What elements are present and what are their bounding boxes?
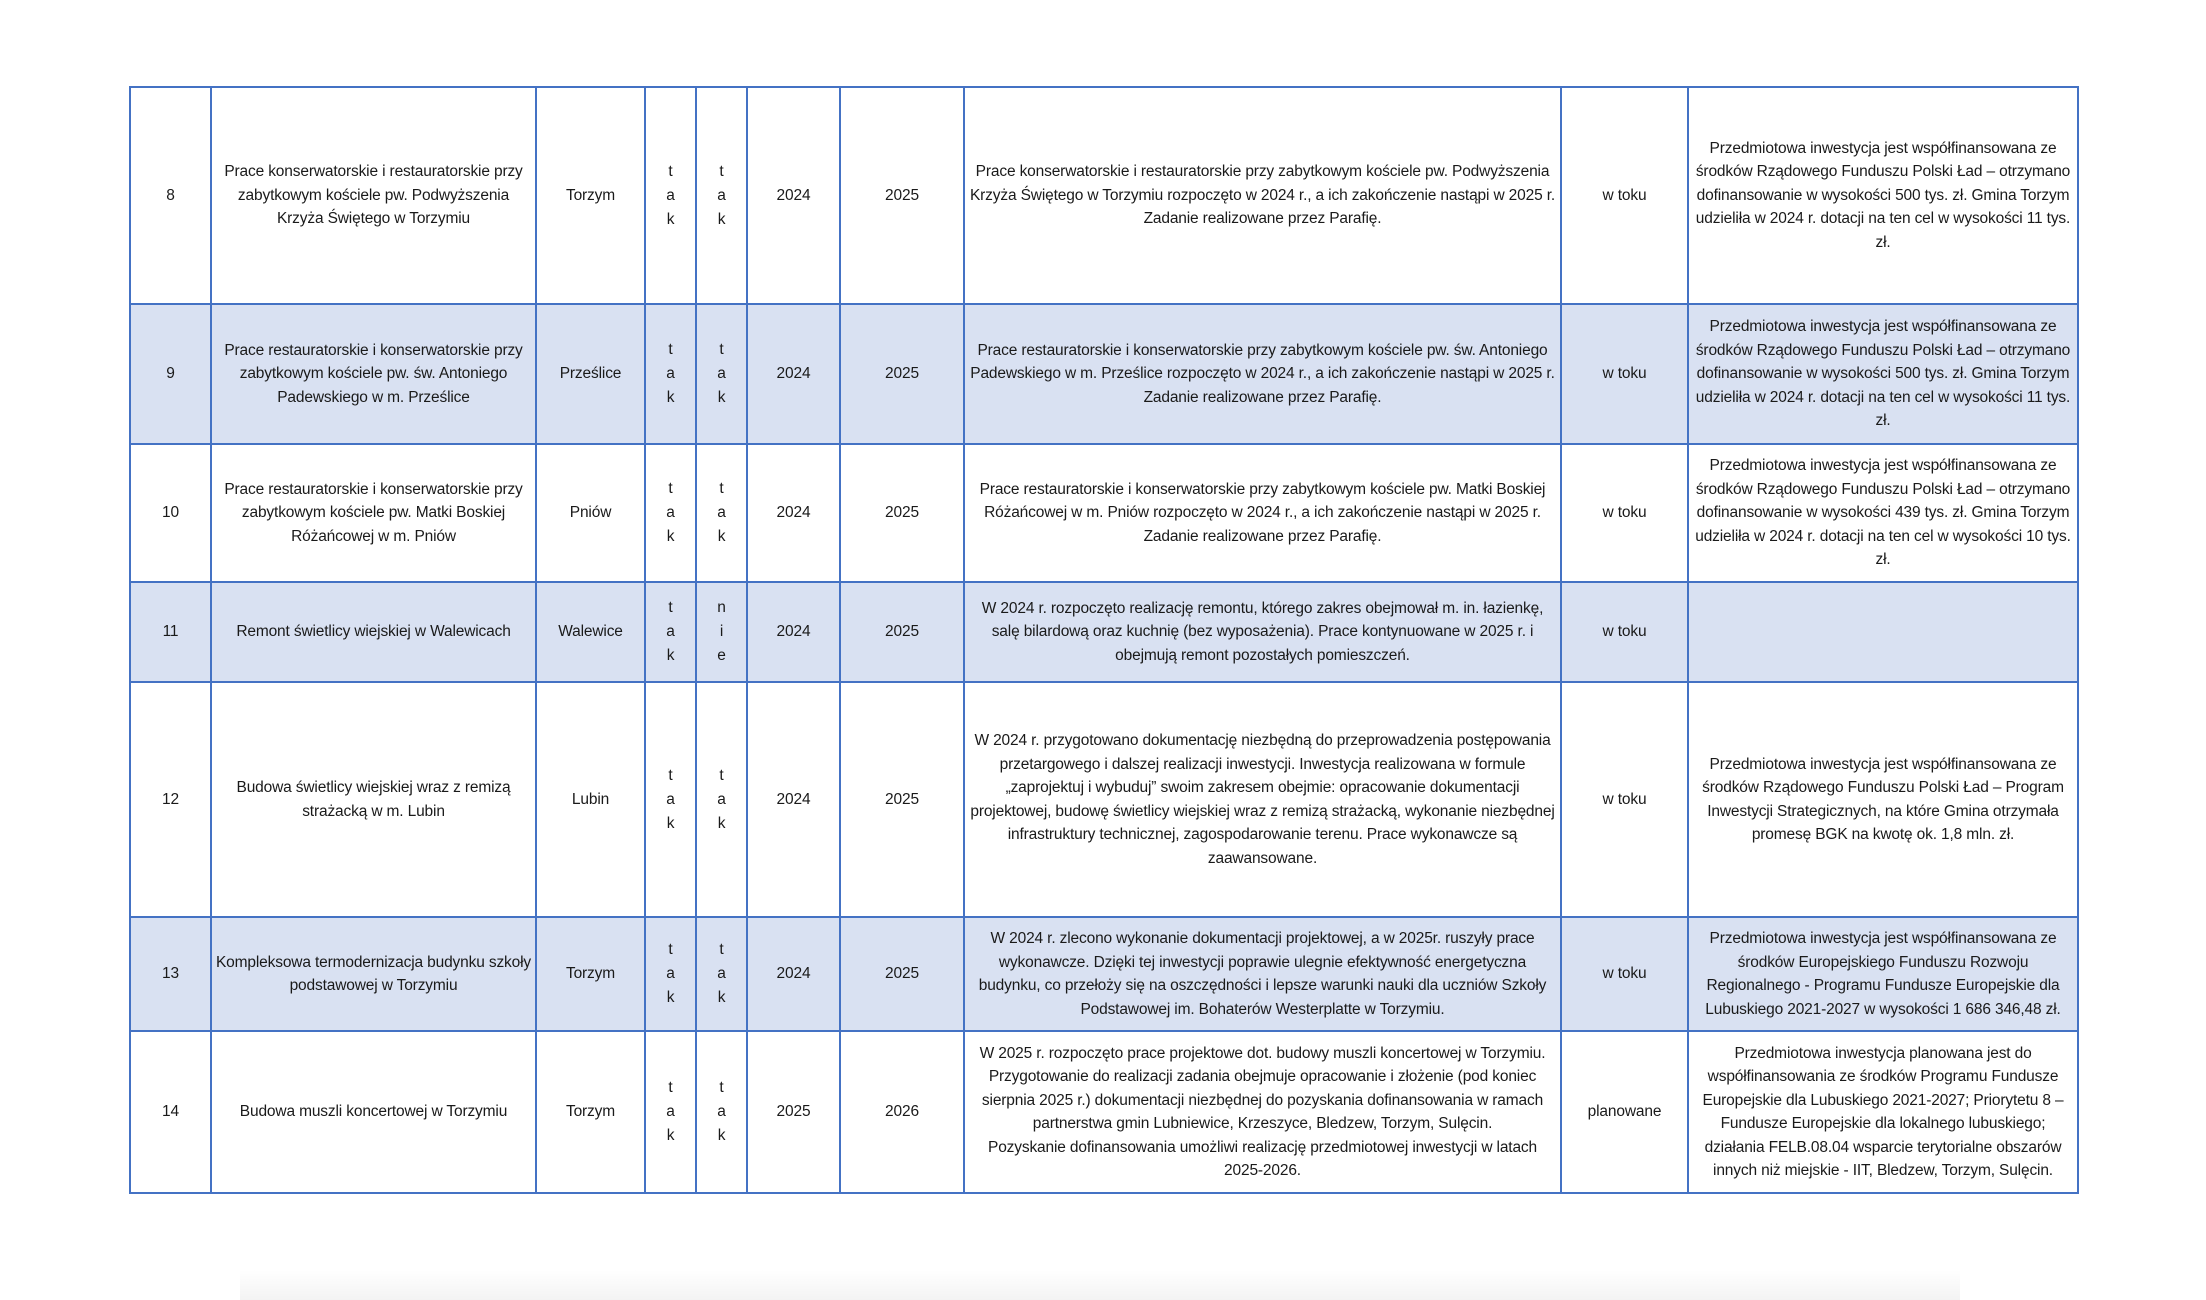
end-year: 2025 — [840, 917, 964, 1031]
flag-letter: a — [666, 623, 675, 640]
flag-letter: i — [719, 623, 724, 640]
table-row — [130, 1031, 2078, 1193]
start-year: 2024 — [747, 304, 840, 444]
flag-letter: k — [717, 528, 726, 545]
flag-letter: t — [668, 162, 673, 180]
flag-letter: a — [717, 186, 726, 204]
funding-info — [1688, 582, 2078, 682]
end-year: 2025 — [840, 304, 964, 444]
start-year: 2025 — [747, 1031, 840, 1193]
flag-2 — [696, 1031, 747, 1193]
row-number: 10 — [130, 444, 211, 582]
table-row — [130, 682, 2078, 917]
flag-letter: t — [719, 941, 724, 958]
start-year: 2024 — [747, 917, 840, 1031]
description: W 2024 r. rozpoczęto realizację remontu, którego zakres obejmował m. in. łazienkę, salę bilardową oraz kuchnię (bez wyposażenia). Prace kontynuowane w 2025 r. i obejmują remont pozostałych pomieszczeń. — [964, 582, 1561, 682]
location: Pniów — [536, 444, 645, 582]
flag-letter: t — [668, 1079, 673, 1096]
page-bottom-shadow — [240, 1270, 1960, 1300]
flag-2 — [696, 444, 747, 582]
start-year: 2024 — [747, 444, 840, 582]
flag-letter: k — [717, 210, 726, 228]
location: Torzym — [536, 917, 645, 1031]
flag-letter: k — [666, 814, 675, 832]
end-year: 2025 — [840, 87, 964, 304]
funding-info: Przedmiotowa inwestycja jest współfinansowana ze środków Europejskiego Funduszu Rozwoju Regionalnego - Programu Fundusze Europejskie dla Lubuskiego 2021-2027 w wysokości 1 686 346,48 zł. — [1688, 917, 2078, 1031]
flag-letter: k — [666, 389, 675, 406]
end-year: 2026 — [840, 1031, 964, 1193]
flag-letter: t — [719, 1079, 724, 1096]
status: w toku — [1561, 444, 1688, 582]
flag-letter: a — [717, 965, 726, 982]
investment-name: Kompleksowa termodernizacja budynku szkoły podstawowej w Torzymiu — [211, 917, 536, 1031]
flag-letter: t — [719, 480, 724, 497]
table-row — [130, 917, 2078, 1031]
location: Walewice — [536, 582, 645, 682]
flag-letter: t — [668, 480, 673, 497]
flag-letter: t — [719, 162, 724, 180]
status: w toku — [1561, 87, 1688, 304]
investment-name: Budowa muszli koncertowej w Torzymiu — [211, 1031, 536, 1193]
location: Prześlice — [536, 304, 645, 444]
location: Torzym — [536, 1031, 645, 1193]
funding-info: Przedmiotowa inwestycja jest współfinansowana ze środków Rządowego Funduszu Polski Ład – otrzymano dofinansowanie w wysokości 439 tys. zł. Gmina Torzym udzieliła w 2024 r. dotacji na ten cel w wysokości 10 tys. zł. — [1688, 444, 2078, 582]
location: Lubin — [536, 682, 645, 917]
row-number: 14 — [130, 1031, 211, 1193]
row-number: 13 — [130, 917, 211, 1031]
flag-letter: a — [666, 504, 675, 521]
flag-2 — [696, 87, 747, 304]
investment-name: Prace restauratorskie i konserwatorskie przy zabytkowym kościele pw. św. Antoniego Padewskiego w m. Prześlice — [211, 304, 536, 444]
row-number: 12 — [130, 682, 211, 917]
funding-info: Przedmiotowa inwestycja planowana jest do współfinansowania ze środków Programu Fundusze Europejskie dla Lubuskiego 2021-2027; Priorytetu 8 – Fundusze Europejskie dla lokalnego lubuskiego; działania FELB.08.04 wsparcie terytorialne obszarów innych niż miejskie - IIT, Bledzew, Torzym, Sulęcin. — [1688, 1031, 2078, 1193]
investment-table — [129, 86, 2079, 1194]
row-number: 8 — [130, 87, 211, 304]
flag-letter: t — [719, 766, 724, 784]
description: W 2024 r. przygotowano dokumentację niezbędną do przeprowadzenia postępowania przetargowego i dalszej realizacji inwestycji. Inwestycja realizowana w formule „zaprojektuj i wybuduj” swoim zakresem obejmie: opracowanie dokumentacji projektowej, budowę świetlicy wiejskiej wraz z remizą strażacką, wykonanie niezbędnej infrastruktury technicznej, zagospodarowanie terenu. Prace wykonawcze są zaawansowane. — [964, 682, 1561, 917]
table-row — [130, 87, 2078, 304]
flag-letter: k — [666, 989, 675, 1006]
investment-name: Prace restauratorskie i konserwatorskie przy zabytkowym kościele pw. Matki Boskiej Różańcowej w m. Pniów — [211, 444, 536, 582]
funding-info: Przedmiotowa inwestycja jest współfinansowana ze środków Rządowego Funduszu Polski Ład – Program Inwestycji Strategicznych, na które Gmina otrzymała promesę BGK na kwotę ok. 1,8 mln. zł. — [1688, 682, 2078, 917]
flag-letter: t — [719, 341, 724, 358]
status: w toku — [1561, 304, 1688, 444]
row-number: 11 — [130, 582, 211, 682]
flag-letter: n — [717, 599, 726, 616]
flag-2 — [696, 582, 747, 682]
description: Prace restauratorskie i konserwatorskie przy zabytkowym kościele pw. św. Antoniego Padewskiego w m. Prześlice rozpoczęto w 2024 r., a ich zakończenie nastąpi w 2025 r. Zadanie realizowane przez Parafię. — [964, 304, 1561, 444]
flag-1 — [645, 444, 696, 582]
flag-letter: a — [666, 1103, 675, 1120]
flag-1 — [645, 87, 696, 304]
flag-letter: a — [717, 504, 726, 521]
description-paragraph: W 2025 r. rozpoczęto prace projektowe dot. budowy muszli koncertowej w Torzymiu. Przygotowanie do realizacji zadania obejmuje opracowanie i złożenie (pod koniec sierpnia 2025 r.) dokumentacji niezbędnej do pozyskania dofinansowania w ramach partnerstwa gmin Lubniewice, Krzeszyce, Bledzew, Torzym, Sulęcin. — [979, 1044, 1546, 1132]
end-year: 2025 — [840, 444, 964, 582]
flag-1 — [645, 582, 696, 682]
flag-letter: a — [717, 1103, 726, 1120]
funding-info: Przedmiotowa inwestycja jest współfinansowana ze środków Rządowego Funduszu Polski Ład – otrzymano dofinansowanie w wysokości 500 tys. zł. Gmina Torzym udzieliła w 2024 r. dotacji na ten cel w wysokości 11 tys. zł. — [1688, 304, 2078, 444]
flag-1 — [645, 917, 696, 1031]
funding-info: Przedmiotowa inwestycja jest współfinansowana ze środków Rządowego Funduszu Polski Ład – otrzymano dofinansowanie w wysokości 500 tys. zł. Gmina Torzym udzieliła w 2024 r. dotacji na ten cel w wysokości 11 tys. zł. — [1688, 87, 2078, 304]
start-year: 2024 — [747, 582, 840, 682]
flag-letter: t — [668, 941, 673, 958]
description: W 2024 r. zlecono wykonanie dokumentacji projektowej, a w 2025r. ruszyły prace wykonawcze. Dzięki tej inwestycji poprawie ulegnie efektywność energetyczna budynku, co przełoży się na oszczędności i lepsze warunki nauki dla uczniów Szkoły Podstawowej im. Bohaterów Westerplatte w Torzymiu. — [964, 917, 1561, 1031]
flag-2 — [696, 304, 747, 444]
flag-letter: a — [666, 790, 675, 808]
end-year: 2025 — [840, 682, 964, 917]
flag-letter: k — [717, 1127, 726, 1144]
flag-letter: a — [717, 365, 726, 382]
description-paragraph: Pozyskanie dofinansowania umożliwi realizację przedmiotowej inwestycji w latach 2025-2026. — [988, 1138, 1537, 1179]
status: w toku — [1561, 582, 1688, 682]
table-row — [130, 582, 2078, 682]
end-year: 2025 — [840, 582, 964, 682]
flag-1 — [645, 1031, 696, 1193]
flag-letter: a — [717, 790, 726, 808]
investment-name: Budowa świetlicy wiejskiej wraz z remizą strażacką w m. Lubin — [211, 682, 536, 917]
start-year: 2024 — [747, 87, 840, 304]
flag-letter: k — [666, 210, 675, 228]
flag-letter: a — [666, 365, 675, 382]
location: Torzym — [536, 87, 645, 304]
flag-letter: t — [668, 599, 673, 616]
status: w toku — [1561, 682, 1688, 917]
flag-2 — [696, 917, 747, 1031]
table-row — [130, 444, 2078, 582]
description: Prace restauratorskie i konserwatorskie przy zabytkowym kościele pw. Matki Boskiej Różańcowej w m. Pniów rozpoczęto w 2024 r., a ich zakończenie nastąpi w 2025 r. Zadanie realizowane przez Parafię. — [964, 444, 1561, 582]
flag-letter: k — [666, 1127, 675, 1144]
flag-letter: e — [717, 647, 726, 664]
flag-letter: a — [666, 965, 675, 982]
flag-1 — [645, 682, 696, 917]
flag-letter: t — [668, 766, 673, 784]
flag-letter: k — [717, 989, 726, 1006]
status: w toku — [1561, 917, 1688, 1031]
flag-letter: k — [717, 389, 726, 406]
flag-letter: a — [666, 186, 675, 204]
investment-name: Remont świetlicy wiejskiej w Walewicach — [211, 582, 536, 682]
description: Prace konserwatorskie i restauratorskie przy zabytkowym kościele pw. Podwyższenia Krzyża Świętego w Torzymiu rozpoczęto w 2024 r., a ich zakończenie nastąpi w 2025 r. Zadanie realizowane przez Parafię. — [964, 87, 1561, 304]
status: planowane — [1561, 1031, 1688, 1193]
flag-2 — [696, 682, 747, 917]
flag-1 — [645, 304, 696, 444]
flag-letter: t — [668, 341, 673, 358]
flag-letter: k — [666, 647, 675, 664]
flag-letter: k — [666, 528, 675, 545]
row-number: 9 — [130, 304, 211, 444]
description — [964, 1031, 1561, 1193]
investment-name: Prace konserwatorskie i restauratorskie przy zabytkowym kościele pw. Podwyższenia Krzyża Świętego w Torzymiu — [211, 87, 536, 304]
start-year: 2024 — [747, 682, 840, 917]
flag-letter: k — [717, 814, 726, 832]
table-row — [130, 304, 2078, 444]
